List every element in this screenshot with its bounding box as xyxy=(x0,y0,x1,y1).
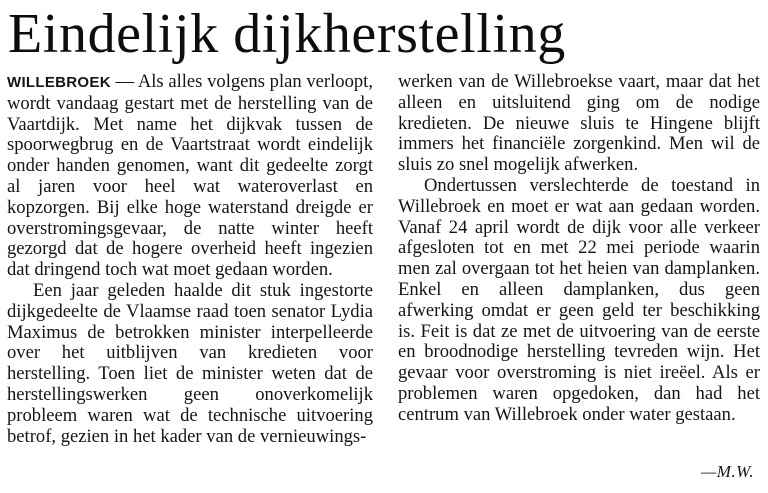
paragraph-text: Als alles volgens plan verloopt, wordt vandaag gestart met de herstelling van de Vaartdijk. Met name het dijkvak tussen de spoorwegbrug en de Vaartstraat wordt eindelijk onder handen genomen, want dit gedeelte zorgt al jaren voor heel wat wateroverlast en kopzorgen. Bij elke hoge waterstand dreigde er overstromingsgevaar, de natte winter heeft gezorgd dat de hogere overheid heeft ingezien dat dringend toch wat moet gedaan worden. xyxy=(7,71,373,281)
article-paragraph xyxy=(7,72,373,281)
article-dateline: WILLEBROEK xyxy=(7,74,111,91)
article-column-left xyxy=(7,72,373,447)
article-paragraph: Ondertussen verslechterde de toestand in Willebroek en moet er wat aan gedaan worden. Vanaf 24 april wordt de dijk voor alle verkeer afgesloten tot en met 22 mei periode waarin men zal overgaan tot het heien van damplanken. Enkel en alleen damplanken, dus geen afwerking omdat er geen geld ter beschikking is. Feit is dat ze met de uitvoering van de eerste en broodnodige herstelling tevreden wijn. Het gevaar voor overstroming is niet ireëel. Als er problemen waren opgedoken, dan had het centrum van Willebroek onder water gestaan. xyxy=(398,174,760,425)
dateline-dash: — xyxy=(110,71,138,92)
article-headline: Eindelijk dijkherstelling xyxy=(8,3,566,65)
article-paragraph: Een jaar geleden haalde dit stuk ingestorte dijkgedeelte de Vlaamse raad toen senator Lydia Maximus de betrokken minister interpelleerde over het uitblijven van kredieten voor herstelling. Toen liet de minister weten dat de herstellingswerken geen onoverkomelijk probleem waren wat de technische uitvoering betrof, gezien in het kader van de vernieuwings- xyxy=(7,279,373,447)
article-byline: —M.W. xyxy=(701,462,754,481)
article-column-right xyxy=(398,72,760,426)
article-paragraph: werken van de Willebroekse vaart, maar dat het alleen en uitsluitend ging om de nodige kredieten. De nieuwe sluis te Hingene blijft immers het financiële zorgenkind. Men wil de sluis zo snel mogelijk afwerken. xyxy=(398,71,760,176)
